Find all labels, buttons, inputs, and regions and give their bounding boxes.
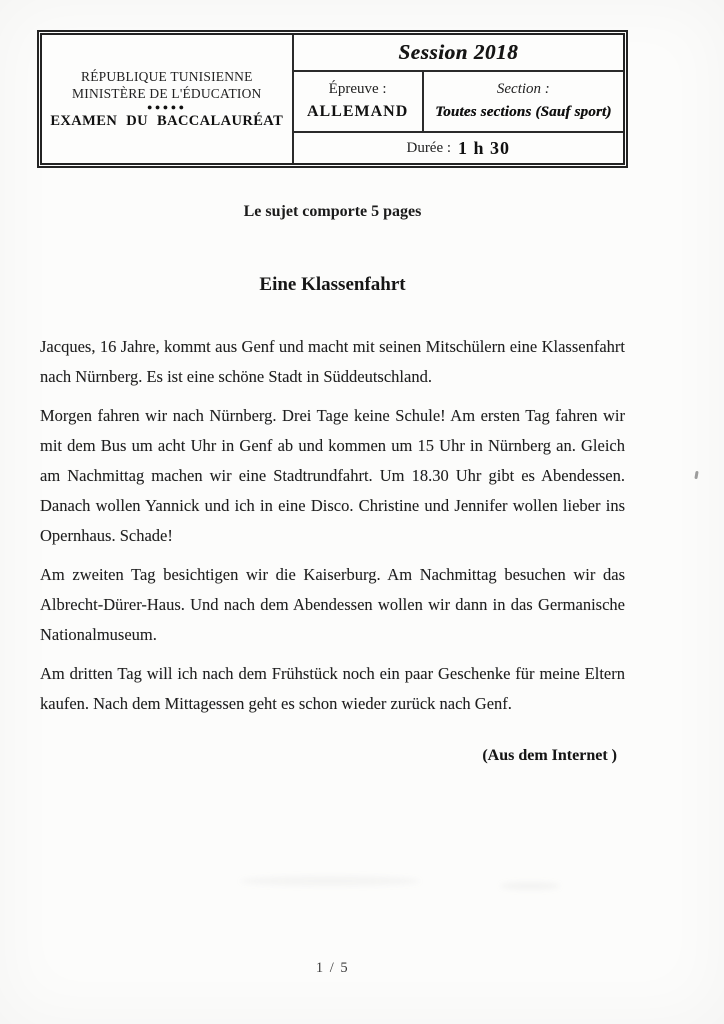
source-attribution: (Aus dem Internet )	[482, 747, 617, 764]
paragraph-2: Morgen fahren wir nach Nürnberg. Drei Tage keine Schule! Am ersten Tag fahren wir mit dem Bus um acht Uhr in Genf ab und kommen um 15 Uhr in Nürnberg an. Gleich am Nachmittag machen wir eine Stadtrundfahrt. Um 18.30 Uhr gibt es Abendessen. Danach wollen Yannick und ich in eine Disco. Christine und Jennifer wollen lieber ins Opernhaus. Schade!	[40, 406, 625, 545]
paragraph-3: Am zweiten Tag besichtigen wir die Kaiserburg. Am Nachmittag besuchen wir das Albrecht-Dürer-Haus. Und nach dem Abendessen wollen wir dann in das Germanische Nationalmuseum.	[40, 565, 625, 644]
duree-value: 1 h 30	[458, 137, 511, 158]
scan-smudge	[240, 876, 420, 886]
epreuve-cell	[294, 72, 424, 131]
exam-title-line: EXAMEN DU BACCALAURÉAT	[50, 112, 284, 129]
page-number: 1 / 5	[315, 960, 350, 976]
institution-line-2: MINISTÈRE DE L'ÉDUCATION	[72, 85, 262, 101]
exam-meta-block	[294, 35, 623, 163]
scan-smudge	[500, 882, 560, 890]
section-cell	[424, 72, 623, 131]
paragraph-1: Jacques, 16 Jahre, kommt aus Genf und macht mit seinen Mitschülern eine Klassenfahrt nach Nürnberg. Es ist eine schöne Stadt in Süddeutschland.	[40, 337, 625, 386]
section-value: Toutes sections (Sauf sport)	[435, 104, 612, 120]
page-title: Eine Klassenfahrt	[259, 274, 406, 295]
page-count-notice: Le sujet comporte 5 pages	[243, 203, 422, 220]
subject-section-row	[294, 72, 623, 133]
exam-header-box	[37, 30, 628, 168]
institution-line-1: RÉPUBLIQUE TUNISIENNE	[80, 68, 253, 84]
reading-text	[40, 332, 625, 771]
epreuve-value: ALLEMAND	[306, 103, 409, 120]
separator-dots: ●●●●●	[146, 101, 187, 112]
session-row: Session 2018	[294, 35, 623, 72]
duree-label: Durée :	[406, 139, 452, 156]
duree-row	[294, 133, 623, 163]
epreuve-label: Épreuve :	[328, 81, 387, 97]
institution-block	[42, 35, 294, 163]
paragraph-4: Am dritten Tag will ich nach dem Frühstück noch ein paar Geschenke für meine Eltern kaufen. Nach dem Mittagessen geht es schon wieder zurück nach Genf.	[40, 664, 625, 713]
scan-speck	[694, 471, 698, 479]
section-label: Section :	[496, 81, 550, 97]
